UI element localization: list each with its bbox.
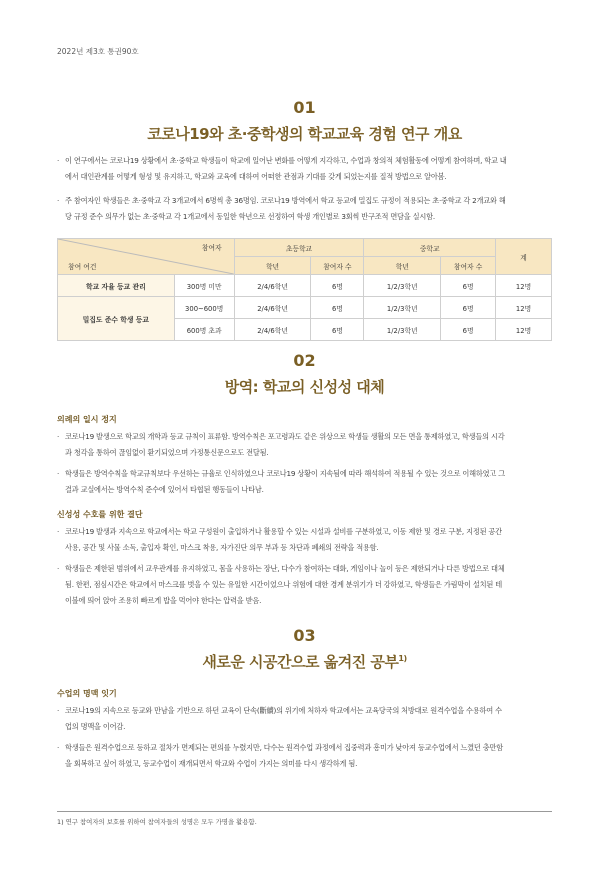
elementary-header: 초등학교: [234, 239, 364, 257]
table-cell: 300명 미만: [174, 275, 234, 297]
middle-header: 중학교: [364, 239, 496, 257]
table-cell: 2/4/6학년: [234, 297, 311, 319]
grade-header: 학년: [234, 257, 311, 275]
paragraph-line: 과 청각을 통하여 끊임없이 환기되었으며 가정통신문으로도 전달됨.: [65, 448, 269, 457]
subheading: 신성성 수호를 위한 결단: [57, 510, 143, 519]
issue-header: 2022년 제3호 통권90호: [57, 47, 139, 56]
table-cell: 300~600명: [174, 297, 234, 319]
paragraph-line: 이블에 띄어 앉아 조용히 빠르게 밥을 먹어야 한다는 압력을 받음.: [65, 596, 262, 605]
table-cell: 6명: [441, 297, 496, 319]
footnote: 1) 연구 참여자의 보호를 위하여 참여자들의 성명은 모두 가명을 활용함.: [57, 818, 257, 826]
table-cell: 12명: [496, 319, 552, 341]
row-label: 밀집도 준수 학생 등교: [58, 297, 175, 341]
paragraph-line: 업의 명맥을 이어감.: [65, 722, 126, 731]
paragraph-line: · 이 연구에서는 코로나19 상황에서 초·중학교 학생들이 학교에 일어난 변화를 어떻게 지각하고, 수업과 창의적 체험활동에 어떻게 참여하며, 학교 내: [57, 153, 552, 169]
subheading: 의례의 일시 정지: [57, 415, 117, 424]
section-3-body: [57, 688, 552, 772]
count-header: 참여자 수: [441, 257, 496, 275]
table-cell: 2/4/6학년: [234, 275, 311, 297]
table-row: [58, 297, 552, 319]
subheading: 수업의 명맥 잇기: [57, 689, 117, 698]
section-title: 방역: 학교의 신성성 대체: [224, 378, 385, 396]
section-number: 02: [293, 351, 316, 370]
total-header: 계: [496, 239, 552, 275]
table-corner-cell: [58, 239, 235, 275]
section-1-body: [57, 153, 552, 225]
section-title: [57, 651, 552, 672]
section-title: 코로나19와 초·중학생의 학교교육 경험 연구 개요: [147, 125, 462, 143]
section-1-heading: [57, 98, 552, 144]
table-cell: 6명: [311, 275, 364, 297]
paragraph-line: · 학생들은 방역수칙을 학교규칙보다 우선하는 규율로 인식하였으나 코로나19 상황이 지속됨에 따라 해석하여 적용될 수 있는 것으로 이해하였고 그: [57, 466, 552, 482]
table-cell: 6명: [441, 275, 496, 297]
table-cell: 1/2/3학년: [364, 297, 441, 319]
paragraph-line: · 주 참여자인 학생들은 초·중학교 각 3개교에서 6명씩 총 36명임. 코로나19 방역에서 학교 등교에 밀집도 규정이 적용되는 초·중학교 각 2개교와 해: [57, 193, 552, 209]
paragraph-line: 을 회복하고 싶어 하였고, 등교수업이 재개되면서 학교와 수업이 가지는 의미를 다시 생각하게 됨.: [65, 759, 358, 768]
participants-table: [57, 238, 552, 341]
paragraph-line: · 학생들은 원격수업으로 등하교 절차가 면제되는 편의를 누렸지만, 다수는 원격수업 과정에서 집중력과 흥미가 낮아져 등교수업에서 느꼈던 충만함: [57, 740, 552, 756]
section-title-text: 새로운 시공간으로 옮겨진 공부: [202, 653, 399, 671]
footnote-divider: [57, 811, 552, 812]
section-number: 03: [293, 626, 316, 645]
section-2-body: [57, 414, 552, 609]
grade-header: 학년: [364, 257, 441, 275]
paragraph-line: · 코로나19의 지속으로 등교와 만남을 기반으로 하던 교육이 단속(斷續)의 위기에 처하자 학교에서는 교육당국의 처방대로 원격수업을 수용하여 수: [57, 703, 552, 719]
section-number: 01: [293, 98, 316, 117]
table-cell: 1/2/3학년: [364, 275, 441, 297]
table-cell: 6명: [441, 319, 496, 341]
footnote-ref: 1): [398, 654, 407, 663]
paragraph-line: · 코로나19 발생으로 학교의 개학과 등교 규칙이 표류함. 방역수칙은 포고령과도 같은 위상으로 학생들 생활의 모든 면을 통제하였고, 학생들의 시각: [57, 429, 552, 445]
table-cell: 6명: [311, 319, 364, 341]
paragraph-line: · 학생들은 제한된 범위에서 교우관계를 유지하였고, 몸을 사용하는 장난, 다수가 참여하는 대화, 게임이나 놀이 등은 제한되거나 다른 방법으로 대체: [57, 561, 552, 577]
count-header: 참여자 수: [311, 257, 364, 275]
table-cell: 12명: [496, 297, 552, 319]
paragraph-line: · 코로나19 발생과 지속으로 학교에서는 학교 구성원이 출입하거나 활용할 수 있는 시설과 설비를 구분하였고, 이동 제한 및 경로 구분, 지정된 공간: [57, 524, 552, 540]
section-3-heading: [57, 626, 552, 672]
paragraph-line: 됨. 한편, 점심시간은 학교에서 마스크를 벗을 수 있는 유일한 시간이었으나 위험에 대한 경계 분위기가 더 강하였고, 학생들은 가림막이 설치된 테: [65, 580, 502, 589]
table-cell: 600명 초과: [174, 319, 234, 341]
corner-bottom-label: 참여 여건: [68, 263, 97, 271]
paragraph-line: 결과 교실에서는 방역수칙 준수에 있어서 타협된 행동들이 나타남.: [65, 485, 264, 494]
table-cell: 2/4/6학년: [234, 319, 311, 341]
paragraph-line: 사용, 공간 및 사물 소독, 출입자 확인, 마스크 착용, 자가진단 의무 부과 등 차단과 폐쇄의 전략을 적용함.: [65, 543, 379, 552]
table-row: [58, 275, 552, 297]
row-label: 학교 자율 등교 관리: [58, 275, 175, 297]
table-cell: 12명: [496, 275, 552, 297]
paragraph-line: 당 규정 준수 의무가 없는 초·중학교 각 1개교에서 동일한 학년으로 선정하여 학생 개인별로 3회씩 반구조적 면담을 실시함.: [65, 212, 435, 221]
table-cell: 1/2/3학년: [364, 319, 441, 341]
table-cell: 6명: [311, 297, 364, 319]
paragraph-line: 에서 대인관계를 어떻게 형성 및 유지하고, 학교와 교육에 대하여 어떠한 관점과 기대를 갖게 되었는지를 질적 방법으로 알아봄.: [65, 172, 447, 181]
section-2-heading: [57, 351, 552, 397]
corner-top-label: 참여자: [201, 244, 222, 252]
